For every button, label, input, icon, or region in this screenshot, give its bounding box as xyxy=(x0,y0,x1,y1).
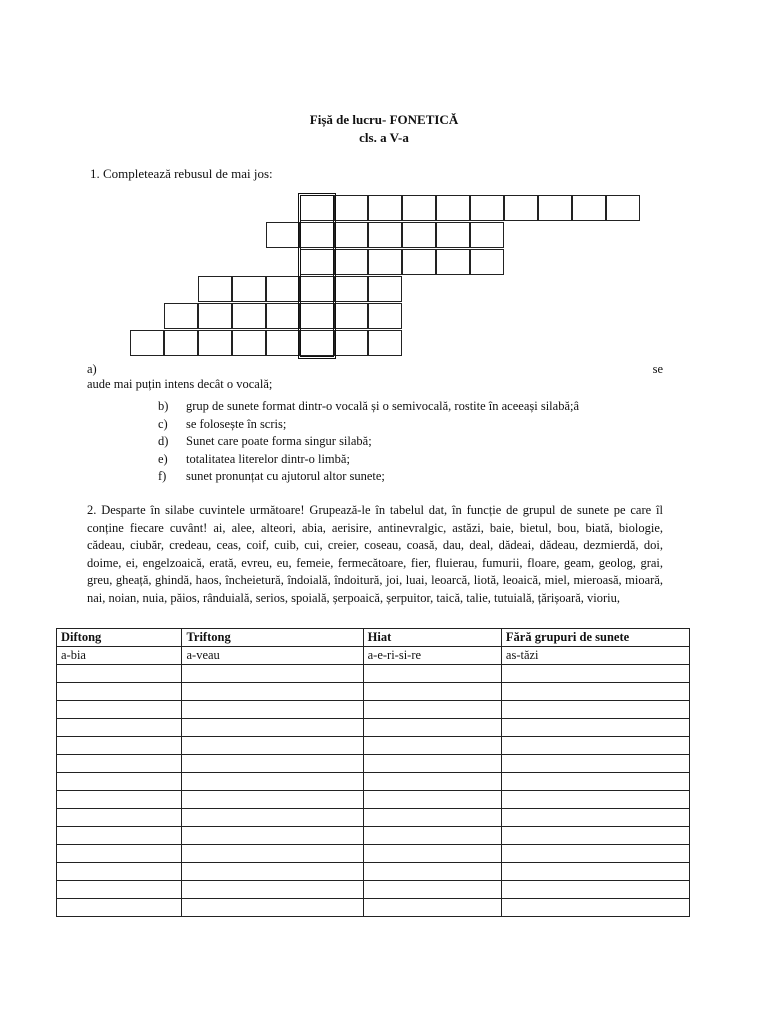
table-cell[interactable] xyxy=(363,899,501,917)
table-cell[interactable] xyxy=(501,791,689,809)
table-cell[interactable] xyxy=(363,845,501,863)
clue-c xyxy=(158,416,579,434)
clue-label: f) xyxy=(158,469,167,483)
crossword-cell[interactable] xyxy=(368,195,402,221)
crossword-cell[interactable] xyxy=(368,330,402,356)
table-cell[interactable] xyxy=(501,881,689,899)
header-triftong: Triftong xyxy=(182,629,363,647)
crossword-cell[interactable] xyxy=(436,195,470,221)
table-cell[interactable] xyxy=(57,719,182,737)
table-cell[interactable] xyxy=(363,809,501,827)
clue-label: d) xyxy=(158,434,169,448)
crossword-cell[interactable] xyxy=(266,222,300,248)
table-cell[interactable] xyxy=(57,899,182,917)
table-cell[interactable] xyxy=(501,665,689,683)
crossword-cell[interactable] xyxy=(334,303,368,329)
clue-d xyxy=(158,433,579,451)
table-cell[interactable] xyxy=(57,845,182,863)
crossword-cell[interactable] xyxy=(266,303,300,329)
table-cell[interactable] xyxy=(363,755,501,773)
crossword-cell[interactable] xyxy=(198,276,232,302)
crossword-cell[interactable] xyxy=(334,195,368,221)
table-cell[interactable] xyxy=(57,827,182,845)
crossword-cell[interactable] xyxy=(334,222,368,248)
clue-e xyxy=(158,451,579,469)
clue-f xyxy=(158,468,579,486)
crossword-cell[interactable] xyxy=(198,330,232,356)
table-cell[interactable] xyxy=(501,755,689,773)
crossword-cell[interactable] xyxy=(402,249,436,275)
crossword-cell[interactable] xyxy=(436,222,470,248)
table-cell[interactable] xyxy=(182,809,363,827)
table-row xyxy=(57,683,690,701)
table-cell[interactable] xyxy=(182,881,363,899)
crossword-cell[interactable] xyxy=(504,195,538,221)
table-cell[interactable] xyxy=(182,737,363,755)
crossword-cell[interactable] xyxy=(572,195,606,221)
clue-text: se folosește în scris; xyxy=(186,416,287,431)
clue-a-label: a) xyxy=(87,362,97,376)
table-cell[interactable] xyxy=(182,683,363,701)
table-row xyxy=(57,881,690,899)
table-cell[interactable]: a-e-ri-si-re xyxy=(363,647,501,665)
table-row xyxy=(57,701,690,719)
table-row xyxy=(57,791,690,809)
table-cell[interactable] xyxy=(501,701,689,719)
crossword-cell[interactable] xyxy=(266,330,300,356)
crossword-cell[interactable] xyxy=(538,195,572,221)
table-cell[interactable] xyxy=(57,881,182,899)
crossword-cell[interactable] xyxy=(130,330,164,356)
clue-label: e) xyxy=(158,451,168,466)
table-row xyxy=(57,845,690,863)
crossword-cell[interactable] xyxy=(436,249,470,275)
table-cell[interactable] xyxy=(57,863,182,881)
table-cell[interactable] xyxy=(182,827,363,845)
table-cell[interactable] xyxy=(57,683,182,701)
table-cell[interactable] xyxy=(501,827,689,845)
table-cell[interactable] xyxy=(182,755,363,773)
crossword-cell[interactable] xyxy=(334,330,368,356)
crossword-cell[interactable] xyxy=(164,303,198,329)
table-cell[interactable] xyxy=(501,737,689,755)
table-cell[interactable] xyxy=(363,665,501,683)
table-row xyxy=(57,737,690,755)
table-cell[interactable] xyxy=(363,719,501,737)
header-fara-grupuri: Fără grupuri de sunete xyxy=(501,629,689,647)
table-cell[interactable] xyxy=(363,701,501,719)
table-cell[interactable] xyxy=(57,665,182,683)
table-cell[interactable] xyxy=(501,845,689,863)
table-cell[interactable] xyxy=(57,701,182,719)
table-cell[interactable] xyxy=(363,881,501,899)
table-cell[interactable] xyxy=(363,863,501,881)
table-cell[interactable] xyxy=(182,863,363,881)
table-cell[interactable] xyxy=(501,683,689,701)
table-cell[interactable] xyxy=(363,737,501,755)
crossword-cell[interactable] xyxy=(470,249,504,275)
table-cell[interactable] xyxy=(182,845,363,863)
syllable-table xyxy=(56,628,690,917)
table-cell[interactable] xyxy=(182,665,363,683)
crossword-cell[interactable] xyxy=(368,222,402,248)
crossword-cell[interactable] xyxy=(232,276,266,302)
table-cell[interactable]: a-veau xyxy=(182,647,363,665)
crossword-key-column xyxy=(298,193,336,359)
table-cell[interactable] xyxy=(363,791,501,809)
table-cell[interactable] xyxy=(182,773,363,791)
table-cell[interactable] xyxy=(501,809,689,827)
table-row xyxy=(57,773,690,791)
clue-list xyxy=(158,398,579,486)
table-row xyxy=(57,827,690,845)
crossword-cell[interactable] xyxy=(606,195,640,221)
page-subtitle: cls. a V-a xyxy=(359,130,409,145)
table-cell[interactable] xyxy=(57,773,182,791)
clue-text: sunet pronunțat cu ajutorul altor sunete; xyxy=(186,469,385,483)
header-hiat: Hiat xyxy=(363,629,501,647)
crossword-cell[interactable] xyxy=(164,330,198,356)
crossword-cell[interactable] xyxy=(334,276,368,302)
table-cell[interactable] xyxy=(57,737,182,755)
table-cell[interactable] xyxy=(501,863,689,881)
clue-text: totalitatea literelor dintr-o limbă; xyxy=(186,451,350,466)
table-cell[interactable] xyxy=(182,719,363,737)
clue-a-end: se xyxy=(652,362,663,376)
table-cell[interactable] xyxy=(57,755,182,773)
crossword-cell[interactable] xyxy=(232,303,266,329)
crossword-cell[interactable] xyxy=(470,222,504,248)
crossword-cell[interactable] xyxy=(402,222,436,248)
page-title: Fișă de lucru- FONETICĂ xyxy=(309,112,459,127)
clue-text: Sunet care poate forma singur silabă; xyxy=(186,434,372,448)
table-row xyxy=(57,665,690,683)
table-cell[interactable] xyxy=(57,791,182,809)
clue-text: grup de sunete format dintr-o vocală și o semivocală, rostite în aceeași silabă;â xyxy=(186,399,580,413)
clue-a-text: aude mai puțin intens decât o vocală; xyxy=(87,377,273,391)
crossword-cell[interactable] xyxy=(266,276,300,302)
header-diftong: Diftong xyxy=(57,629,182,647)
clue-b xyxy=(158,398,579,416)
table-cell[interactable] xyxy=(57,809,182,827)
crossword-cell[interactable] xyxy=(470,195,504,221)
exercise1-prompt: 1. Completează rebusul de mai jos: xyxy=(90,166,273,181)
table-row xyxy=(57,647,690,665)
table-cell[interactable] xyxy=(363,683,501,701)
exercise2-text: 2. Desparte în silabe cuvintele următoare! Grupează-le în tabelul dat, în funcție de grupul de sunete pe care îl conține fiecare cuvânt! ai, alee, alteori, abia, aerisire, antinevralgic, astăzi, baie, bietul, bou, biată, biologie, cădeau, ciubăr, credeau, ceas, coif, cuib, cui, creier, coseau, coasă, dau, deal, dădeai, dădeau, dezmierdă, doi, doime, ei, engelzoaică, erată, evreu, eu, femeie, fermecătoare, fier, fluierau, fumurii, floare, geam, geolog, grai, greu, gheață, ghindă, haos, încheietură, îndoială, îndoitură, joi, luai, leoarcă, liotă, leoaică, miel, mieroasă, mioară, nai, noian, nuia, păios, rânduială, serios, spoială, șerpoaică, șerpuitor, taică, talie, tutuială, țărișoară, vioriu, xyxy=(87,503,663,605)
table-cell[interactable]: as-tăzi xyxy=(501,647,689,665)
crossword-cell[interactable] xyxy=(334,249,368,275)
table-header-row xyxy=(57,629,690,647)
table-cell[interactable] xyxy=(363,827,501,845)
crossword-cell[interactable] xyxy=(232,330,266,356)
table-cell[interactable] xyxy=(182,701,363,719)
table-row xyxy=(57,863,690,881)
table-cell[interactable] xyxy=(501,773,689,791)
clue-label: b) xyxy=(158,399,169,413)
table-cell[interactable] xyxy=(501,719,689,737)
table-row xyxy=(57,719,690,737)
table-cell[interactable] xyxy=(363,773,501,791)
crossword-cell[interactable] xyxy=(368,276,402,302)
table-cell[interactable] xyxy=(182,791,363,809)
table-cell[interactable] xyxy=(182,899,363,917)
table-row xyxy=(57,755,690,773)
crossword-cell[interactable] xyxy=(198,303,232,329)
table-cell[interactable] xyxy=(501,899,689,917)
crossword-cell[interactable] xyxy=(368,303,402,329)
clue-label: c) xyxy=(158,416,168,431)
table-row xyxy=(57,899,690,917)
clue-a xyxy=(87,362,663,392)
table-row xyxy=(57,809,690,827)
crossword-cell[interactable] xyxy=(402,195,436,221)
table-cell[interactable]: a-bia xyxy=(57,647,182,665)
crossword-grid xyxy=(0,0,768,370)
crossword-cell[interactable] xyxy=(368,249,402,275)
